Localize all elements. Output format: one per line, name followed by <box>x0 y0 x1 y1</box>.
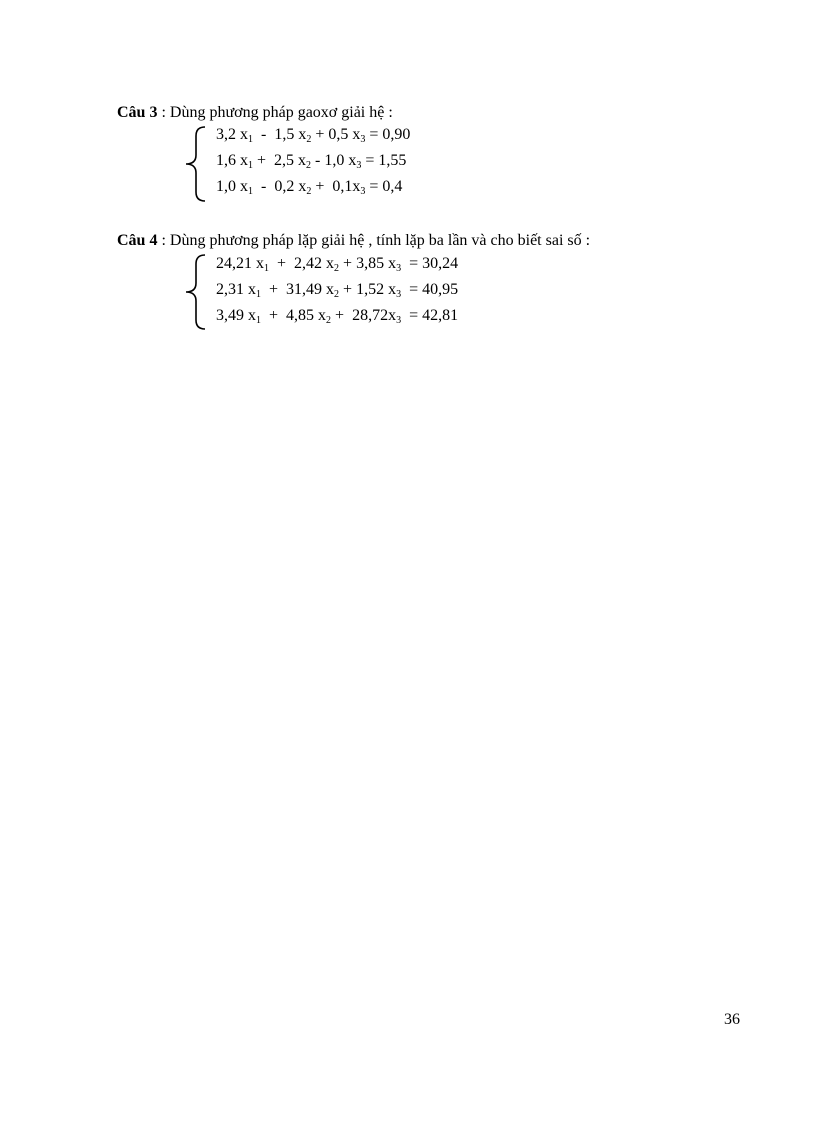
question-4-equation-2: 2,31 $x_1 + 31,49$ $x_2 + 1,52$ $x_3 = 40,95$ <box>216 281 459 300</box>
question-4-equation-3: 3,49 $x_1 + 4,85$ $x_2 + 28,72x_3 = 42,81$ <box>216 307 459 326</box>
question-3-equation-3: 1,0 $x_1 - 0,2$ $x_2 + 0,1x_3 = 0,4$ <box>216 178 403 197</box>
question-3-heading <box>117 103 393 123</box>
question-3-equation-1: 3,2 $x_1 - 1,5$ $x_2 + 0,5$ $x_3 = 0,90$ <box>216 126 411 145</box>
question-4-prompt: : Dùng phương pháp lặp giải hệ , tính lặp ba lần và cho biết sai số : <box>161 232 591 249</box>
question-4-number: Câu 4 <box>117 232 158 249</box>
question-3-equation-system <box>176 124 596 204</box>
question-4-equation-1: 24,21 $x_1 + 2,42$ $x_2 + 3,85$ $x_3 = 30,24$ <box>216 255 459 274</box>
question-4-heading <box>117 231 590 251</box>
question-3-prompt: : Dùng phương pháp gaoxơ giải hệ : <box>161 104 393 121</box>
question-4-equation-system <box>176 252 596 332</box>
left-brace-icon <box>176 252 210 332</box>
question-3-number: Câu 3 <box>117 104 158 121</box>
page-number: 36 <box>724 1011 740 1028</box>
left-brace-icon <box>176 124 210 204</box>
question-3-equation-2: 1,6 $x_1 + 2,5$ $x_2 - 1,0$ $x_3 = 1,55$ <box>216 152 407 171</box>
